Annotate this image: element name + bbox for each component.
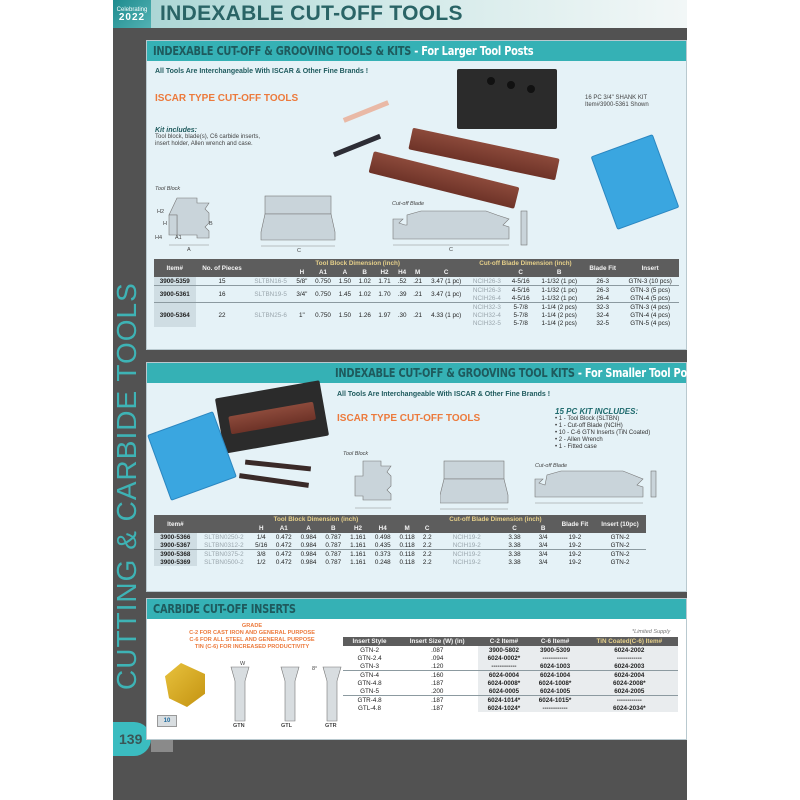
dim-label-h: H [163, 221, 167, 227]
col-blade: Cut-off Blade Dimension (inch) [435, 515, 556, 524]
grade-legend [147, 623, 357, 651]
col-blade-fit: Blade Fit [584, 259, 621, 277]
badge-text: Celebrating [116, 7, 148, 13]
section-larger-tool-posts [146, 40, 687, 350]
dim-label-a1: A1 [175, 235, 182, 241]
dim-label-h4: H4 [155, 235, 163, 241]
grade-heading: GRADE [241, 623, 263, 629]
section-subtitle: - For Larger Tool Posts [414, 44, 534, 58]
section-title-text: INDEXABLE CUT-OFF & GROOVING TOOLS & KITS [153, 44, 412, 58]
col-h: H [293, 268, 311, 277]
tool-block-image [457, 69, 557, 129]
width-label: W [240, 661, 246, 667]
shown-caption-line: Item#3900-5361 Shown [585, 102, 649, 108]
col-blade-b: B [534, 268, 584, 277]
col-b: B [355, 268, 375, 277]
dim-label-b: B [209, 221, 213, 227]
section-title-bar [147, 363, 703, 383]
cutoff-blade-label: Cut-off Blade [392, 201, 425, 207]
kit-item: • 10 - C-6 GTN Inserts (TiN Coated) [555, 430, 650, 437]
dim-label-blade-c: C [449, 247, 453, 253]
col-insert-size: Insert Size (W) (in) [396, 637, 478, 646]
table-row: 3900-5369 SLTBN0500-2 1/2 0.472 0.984 0.787 1.161 0.248 0.118 2.2 NCIH19-2 3.38 3/4 19-2 GTN-2 [154, 558, 646, 566]
inserts-table [343, 637, 678, 712]
package-badge: 10 [157, 715, 177, 727]
table-row: GTL-4.8 .187 6024-1024* ------------ 6024-2034* [343, 704, 678, 712]
tool-block-label: Tool Block [155, 186, 181, 192]
col-insert-style: Insert Style [343, 637, 396, 646]
section-title-bar [147, 599, 686, 619]
table-row: NCIH32-5 5-7/8 1-1/4 (2 pcs) 32-5 GTN-5 (4 pcs) [472, 319, 671, 327]
kit-includes [155, 127, 260, 148]
shape-label-gtr: GTR [325, 723, 337, 729]
kit-item: • 1 - Fitted case [555, 444, 650, 451]
kit-line: Tool block, blade(s), C6 carbide inserts, [155, 134, 261, 140]
shape-label-gtl: GTL [281, 723, 292, 729]
col-item: Item# [154, 259, 196, 277]
grade-line: TIN (C-6) FOR INCREASED PRODUCTIVITY [194, 644, 310, 650]
cutoff-blade-drawing [533, 469, 663, 509]
shape-label-gtn: GTN [233, 723, 245, 729]
catalog-page [111, 0, 703, 800]
iscar-heading: ISCAR TYPE CUT-OFF TOOLS [155, 93, 299, 104]
section-title-text: INDEXABLE CUT-OFF & GROOVING TOOL KITS [335, 366, 575, 380]
cutoff-blade-label: Cut-off Blade [535, 463, 568, 469]
col-h4: H4 [370, 524, 395, 533]
col-blade-fit: Blade Fit [556, 515, 594, 533]
section-title [153, 44, 533, 58]
limited-supply-note: *Limited Supply [632, 629, 671, 635]
col-blade-b: B [531, 524, 556, 533]
col-h2: H2 [375, 268, 395, 277]
kit-item: • 1 - Tool Block (SLTBN) [555, 416, 650, 423]
kit-heading: Kit includes: [155, 127, 198, 134]
table-row: NCIH26-4 4-5/16 1-1/32 (1 pc) 26-4 GTN-4 (5 pcs) [472, 294, 671, 302]
section-subtitle: - For Smaller Tool Posts [577, 366, 703, 380]
allen-wrench-image [239, 473, 309, 488]
allen-wrench-image [245, 460, 311, 472]
section-title-bar [147, 41, 686, 61]
col-item: Item# [154, 515, 197, 533]
section-title [335, 366, 703, 380]
kit-item: • 2 - Allen Wrench [555, 437, 650, 444]
kit-includes-list [555, 407, 650, 451]
tool-block-side-drawing [259, 194, 339, 254]
col-blade: Cut-off Blade Dimension (inch) [467, 259, 584, 268]
page-header [113, 0, 687, 28]
grade-line: C-2 FOR CAST IRON AND GENERAL PURPOSE [189, 630, 315, 636]
badge-year: 2022 [118, 12, 146, 23]
iscar-heading: ISCAR TYPE CUT-OFF TOOLS [337, 413, 481, 424]
col-h4: H4 [394, 268, 410, 277]
kit-heading: 15 PC KIT INCLUDES: [555, 407, 639, 416]
shown-caption [585, 95, 649, 109]
col-b: B [321, 524, 346, 533]
interchangeable-note: All Tools Are Interchangeable With ISCAR & Other Fine Brands ! [155, 68, 369, 75]
col-tool-block: Tool Block Dimension (inch) [197, 515, 435, 524]
cutoff-blade-drawing [391, 209, 521, 249]
kit-item: • 1 - Cut-off Blade (NCIH) [555, 423, 650, 430]
allen-wrench-image [343, 100, 389, 123]
insert-tray-image [591, 134, 680, 230]
col-c: C [425, 268, 466, 277]
col-c6: C-6 Item# [530, 637, 581, 646]
col-c2: C-2 Item# [478, 637, 529, 646]
col-blade-c: C [507, 268, 534, 277]
table-row: NCIH32-4 5-7/8 1-1/4 (2 pcs) 32-4 GTN-4 (4 pcs) [472, 311, 671, 319]
interchangeable-note: All Tools Are Interchangeable With ISCAR & Other Fine Brands ! [337, 391, 551, 398]
tool-block-image [215, 380, 329, 454]
dim-label-h2: H2 [157, 209, 165, 215]
small-kits-table [154, 515, 646, 566]
table-row: GTN-2 .087 3900-5802 3900-5309 6024-2002 [343, 646, 678, 654]
side-category-label: CUTTING & CARBIDE TOOLS [111, 282, 142, 690]
col-tool-block: Tool Block Dimension (inch) [248, 259, 466, 268]
col-tin: TiN Coated(C-6) Item# [581, 637, 678, 646]
col-insert: Insert [621, 259, 679, 277]
col-blade-c: C [498, 524, 530, 533]
page-tab-decoration [151, 740, 173, 752]
col-h: H [251, 524, 271, 533]
dim-label-a: A [187, 247, 191, 253]
col-insert: Insert (10pc) [594, 515, 646, 533]
page-number: 139 [113, 722, 151, 756]
angle-label: 8° [312, 666, 318, 672]
tool-block-label: Tool Block [343, 451, 369, 457]
table-row: GTN-4 .160 6024-0004 6024-1004 6024-2004 [343, 671, 678, 680]
tool-block-drawing [343, 458, 409, 513]
col-m: M [410, 268, 426, 277]
col-pieces: No. of Pieces [196, 259, 249, 277]
table-row: 3900-5366 SLTBN0250-2 1/4 0.472 0.984 0.787 1.161 0.498 0.118 2.2 NCIH19-2 3.38 3/4 19-2 GTN-2 [154, 533, 646, 541]
col-a1: A1 [271, 524, 296, 533]
blade-end-drawing [519, 209, 539, 253]
table-row: GTN-3 .120 ------------ 6024-1003 6024-2003 [343, 662, 678, 671]
celebrating-badge [113, 0, 151, 28]
table-row: GTN-2.4 .094 6024-0002* ------------ ------------ [343, 654, 678, 662]
section-title: CARBIDE CUT-OFF INSERTS [153, 602, 296, 616]
table-row: 3900-5364 22 SLTBN25-6 1" 0.750 1.50 1.26 1.97 .30 .21 4.33 (1 pc) NCIH32-3 5-7/8 1-1/4 (2 pcs) 32-3 GTN-3 (4 pcs) [154, 303, 679, 312]
tool-block-drawing [155, 193, 235, 253]
col-a1: A1 [311, 268, 335, 277]
table-row: 3900-5368 SLTBN0375-2 3/8 0.472 0.984 0.787 1.161 0.373 0.118 2.2 NCIH19-2 3.38 3/4 19-2 GTN-2 [154, 550, 646, 559]
col-a: A [296, 524, 321, 533]
table-row: GTN-4.8 .187 6024-0008* 6024-1008* 6024-2008* [343, 679, 678, 687]
table-row: GTN-5 .200 6024-0005 6024-1005 6024-2005 [343, 687, 678, 696]
shown-caption-line: 16 PC 3/4" SHANK KIT [585, 95, 648, 101]
col-m: M [395, 524, 419, 533]
col-h2: H2 [346, 524, 371, 533]
section-carbide-inserts [146, 598, 687, 740]
table-row: 3900-5361 16 SLTBN19-5 3/4" 0.750 1.45 1.02 1.70 .39 .21 3.47 (1 pc) NCIH26-3 4-5/16 1-1/32 (1 pc) 26-3 GTN-3 (5 pcs) [154, 286, 679, 295]
large-kits-table [154, 259, 679, 327]
kit-line: insert holder, Allen wrench and case. [155, 141, 253, 147]
col-a: A [335, 268, 355, 277]
gold-insert-image [165, 663, 205, 707]
grade-line: C-6 FOR ALL STEEL AND GENERAL PURPOSE [189, 637, 315, 643]
section-smaller-tool-posts [146, 362, 703, 592]
col-c: C [419, 524, 435, 533]
dim-label-c: C [297, 248, 301, 254]
table-row: GTR-4.8 .187 6024-1014* 6024-1015* ------------ [343, 696, 678, 705]
page-title: INDEXABLE CUT-OFF TOOLS [160, 2, 463, 25]
table-row: 3900-5367 SLTBN0312-2 5/16 0.472 0.984 0.787 1.161 0.435 0.118 2.2 NCIH19-2 3.38 3/4 19-2 GTN-2 [154, 541, 646, 550]
table-row: 3900-5359 15 SLTBN16-5 5/8" 0.750 1.50 1.02 1.71 .52 .21 3.47 (1 pc) NCIH26-3 4-5/16 1-1/32 (1 pc) 26-3 GTN-3 (10 pcs) [154, 277, 679, 286]
tool-block-side-drawing [440, 459, 510, 514]
